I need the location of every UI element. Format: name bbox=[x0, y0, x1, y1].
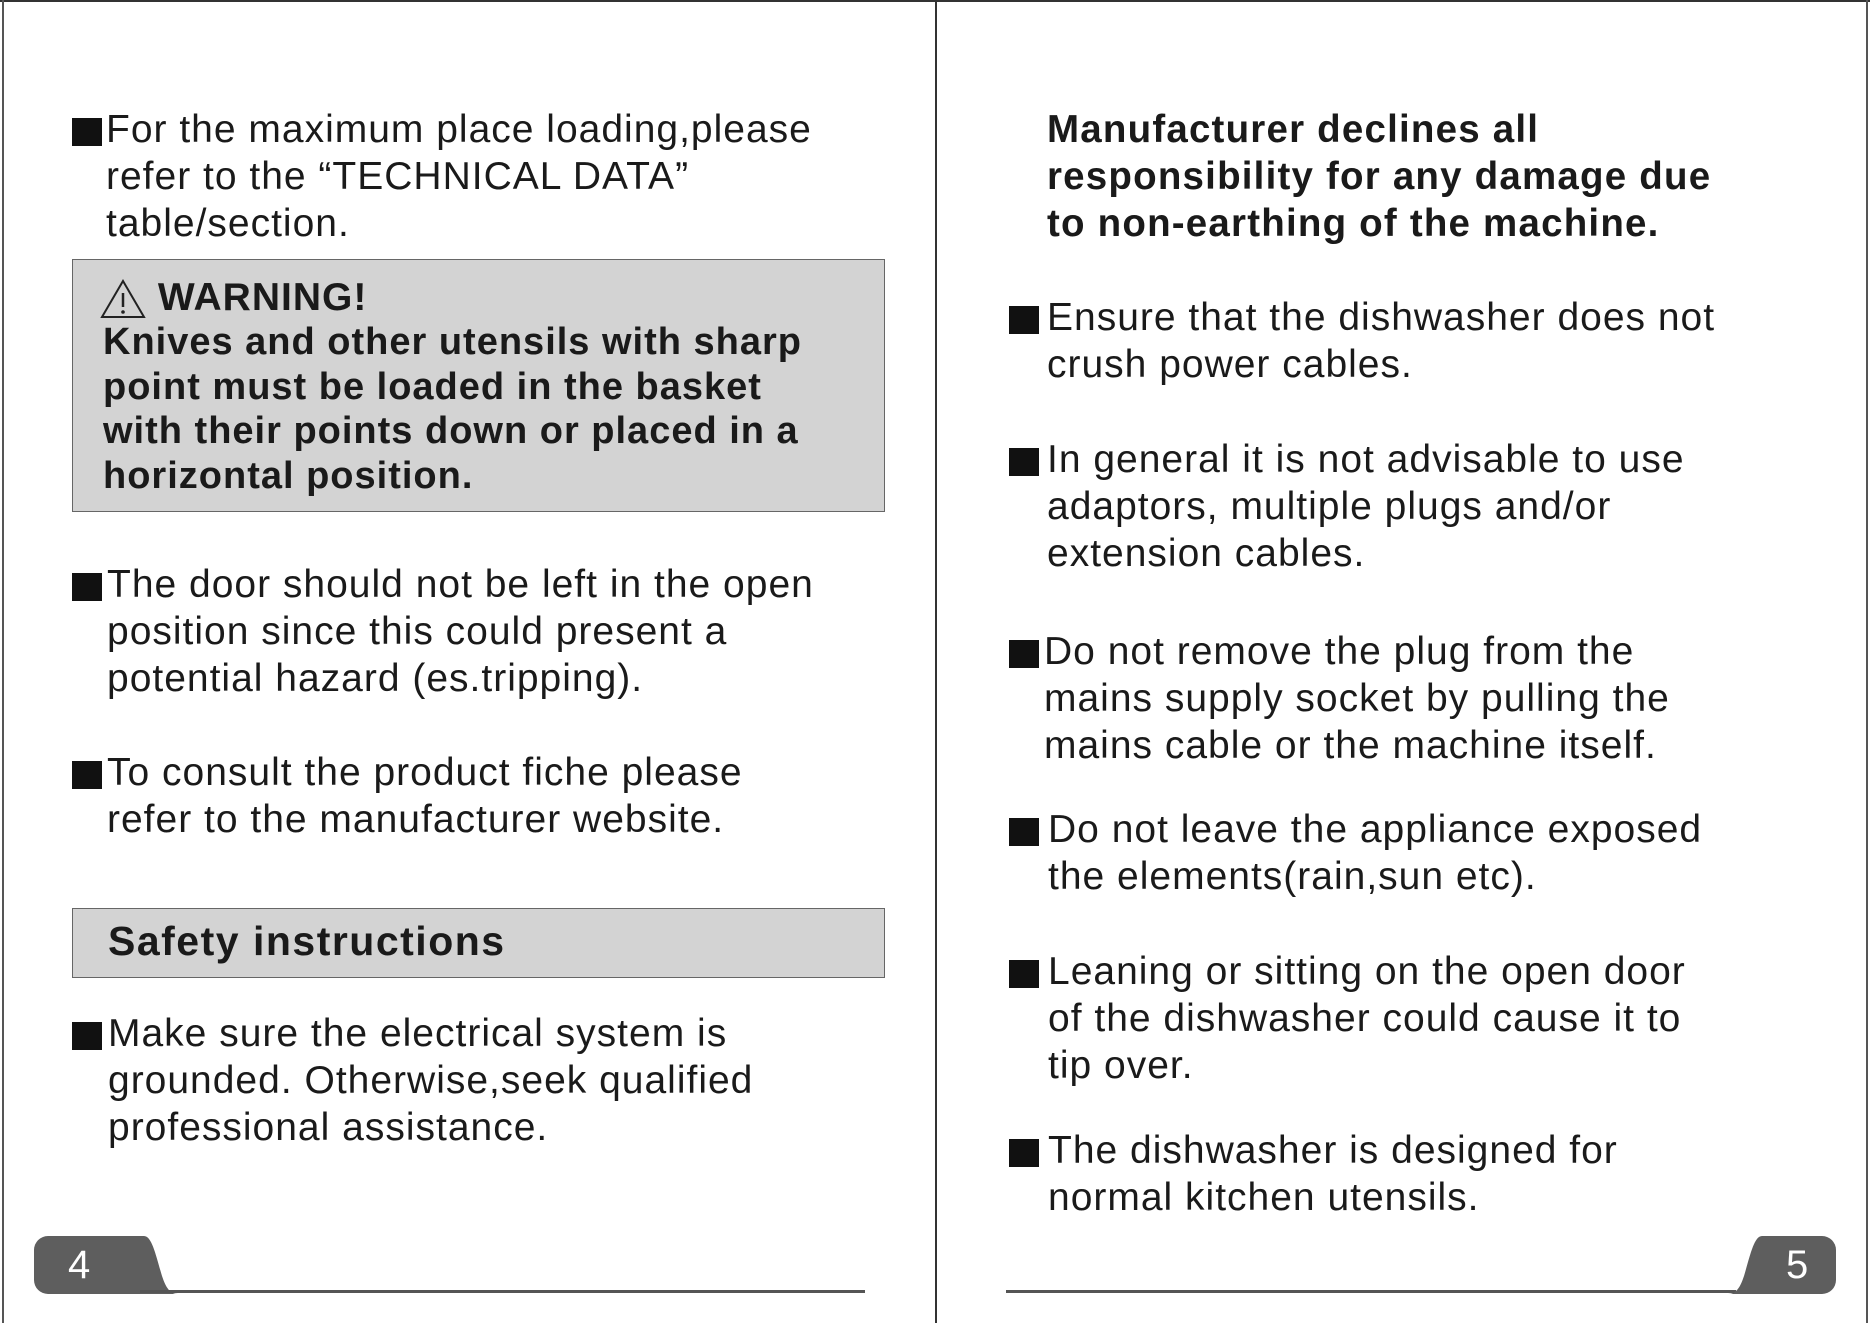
right-page-edge bbox=[1866, 0, 1868, 1323]
text-line: to non-earthing of the machine. bbox=[1047, 202, 1660, 245]
page-number: 5 bbox=[1786, 1243, 1809, 1287]
warning-text bbox=[103, 320, 883, 498]
tab-curve bbox=[138, 1236, 178, 1294]
text-line: crush power cables. bbox=[1047, 343, 1413, 386]
bullet-marker bbox=[72, 118, 102, 146]
warning-title-text: WARNING! bbox=[157, 276, 368, 319]
text-line: table/section. bbox=[106, 202, 350, 245]
text-line: potential hazard (es.tripping). bbox=[107, 657, 644, 700]
page-spine bbox=[935, 0, 937, 1323]
text-line: professional assistance. bbox=[108, 1106, 549, 1149]
text-line: point must be loaded in the basket bbox=[103, 365, 762, 408]
text-line: Make sure the electrical system is bbox=[108, 1012, 728, 1055]
page-number-tab bbox=[34, 1236, 144, 1294]
right-bullet-1 bbox=[1047, 294, 1715, 388]
bullet-marker bbox=[1009, 960, 1039, 988]
text-line: position since this could present a bbox=[107, 610, 728, 653]
text-line: responsibility for any damage due bbox=[1047, 155, 1712, 198]
left-bullet-4 bbox=[108, 1010, 753, 1151]
text-line: refer to the manufacturer website. bbox=[107, 798, 725, 841]
bullet-marker bbox=[72, 1022, 102, 1050]
text-line: Manufacturer declines all bbox=[1047, 108, 1540, 151]
bullet-marker bbox=[1009, 818, 1039, 846]
text-line: adaptors, multiple plugs and/or bbox=[1047, 485, 1612, 528]
text-line: horizontal position. bbox=[103, 454, 474, 497]
left-bullet-2 bbox=[107, 561, 814, 702]
footer-rule bbox=[140, 1290, 865, 1293]
text-line: The dishwasher is designed for bbox=[1048, 1129, 1618, 1172]
text-line: To consult the product fiche please bbox=[107, 751, 743, 794]
warning-heading bbox=[100, 275, 367, 320]
text-line: mains cable or the machine itself. bbox=[1044, 724, 1657, 767]
left-page-edge bbox=[2, 0, 4, 1323]
text-line: In general it is not advisable to use bbox=[1047, 438, 1685, 481]
bullet-marker bbox=[1009, 448, 1039, 476]
bullet-marker bbox=[72, 761, 102, 789]
right-bullet-4 bbox=[1048, 806, 1702, 900]
bullet-marker bbox=[1009, 640, 1039, 668]
right-bullet-5 bbox=[1048, 948, 1686, 1089]
bullet-marker bbox=[72, 573, 102, 601]
text-line: tip over. bbox=[1048, 1044, 1194, 1087]
text-line: Leaning or sitting on the open door bbox=[1048, 950, 1686, 993]
text-line: Do not leave the appliance exposed bbox=[1048, 808, 1703, 851]
text-line: mains supply socket by pulling the bbox=[1044, 677, 1670, 720]
text-line: Ensure that the dishwasher does not bbox=[1047, 296, 1716, 339]
bullet-marker bbox=[1009, 306, 1039, 334]
text-line: with their points down or placed in a bbox=[103, 410, 799, 452]
warning-triangle-icon bbox=[100, 279, 146, 319]
text-line: The door should not be left in the open bbox=[107, 563, 814, 606]
section-heading: Safety instructions bbox=[108, 918, 506, 964]
text-line: the elements(rain,sun etc). bbox=[1048, 855, 1537, 898]
footer-rule bbox=[1006, 1290, 1736, 1293]
text-line: refer to the “TECHNICAL DATA” bbox=[106, 155, 690, 198]
left-bullet-1 bbox=[106, 106, 812, 247]
text-line: normal kitchen utensils. bbox=[1048, 1176, 1480, 1219]
text-line: extension cables. bbox=[1047, 532, 1366, 575]
page-number-tab bbox=[1768, 1236, 1836, 1294]
page-number: 4 bbox=[68, 1243, 91, 1287]
text-line: For the maximum place loading,please bbox=[106, 108, 812, 151]
text-line: grounded. Otherwise,seek qualified bbox=[108, 1059, 754, 1102]
notice-text bbox=[1047, 106, 1711, 247]
right-bullet-3 bbox=[1044, 628, 1670, 769]
text-line: of the dishwasher could cause it to bbox=[1048, 997, 1682, 1040]
text-line: Knives and other utensils with sharp bbox=[103, 321, 803, 363]
bullet-marker bbox=[1009, 1139, 1039, 1167]
right-bullet-2 bbox=[1047, 436, 1685, 577]
right-bullet-6 bbox=[1048, 1127, 1618, 1221]
left-bullet-3 bbox=[107, 749, 743, 843]
text-line: Do not remove the plug from the bbox=[1044, 630, 1635, 673]
tab-curve bbox=[1728, 1236, 1768, 1294]
